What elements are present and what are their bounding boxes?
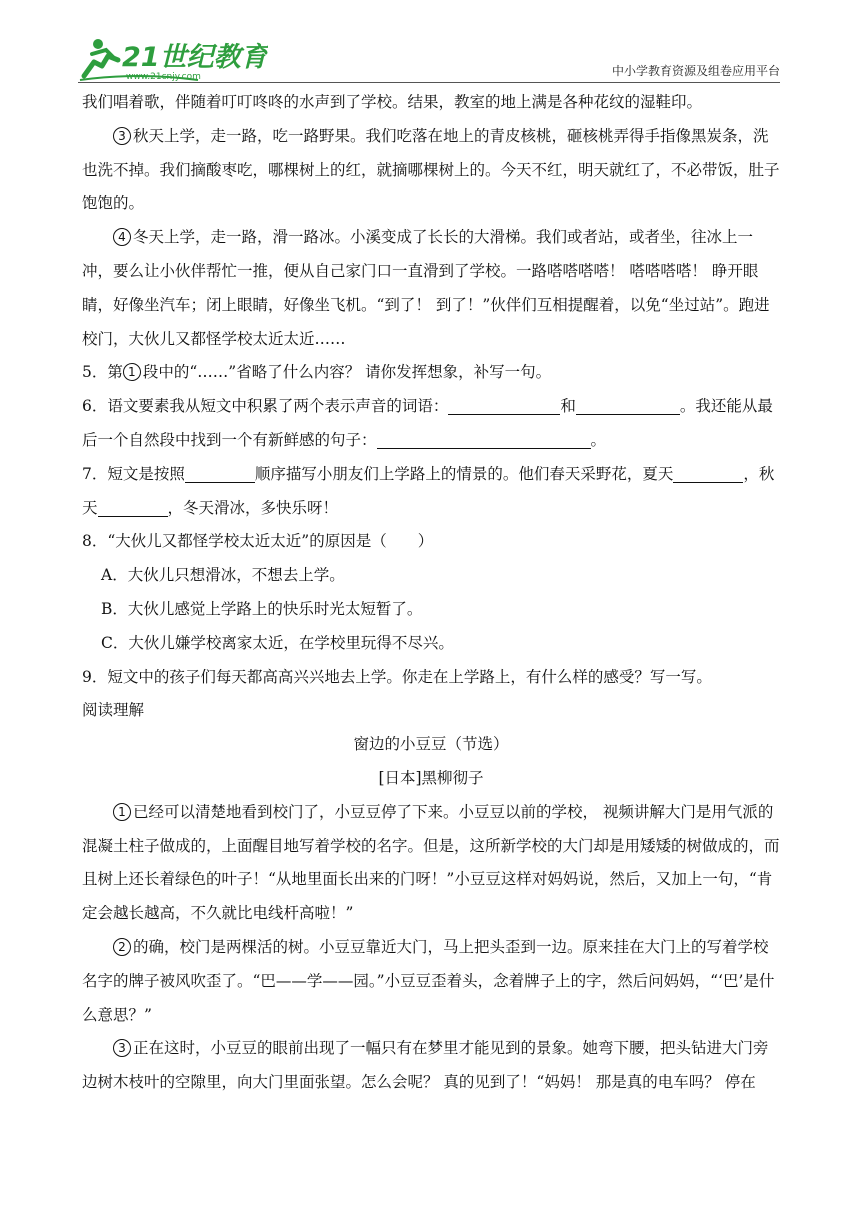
- answer-blank[interactable]: [448, 394, 560, 415]
- section-label: 阅读理解: [82, 701, 145, 720]
- question-7: [82, 458, 780, 526]
- header-divider: [78, 82, 780, 83]
- passage2-paragraph-3: [82, 1032, 780, 1100]
- logo-url: www.21cnjy.com: [126, 72, 201, 82]
- document-body: [82, 86, 780, 1100]
- passage2-paragraph-2: [82, 931, 780, 1032]
- site-logo: [78, 36, 268, 82]
- answer-blank[interactable]: [98, 496, 168, 517]
- page-header: [78, 28, 780, 84]
- paragraph-number: 1: [123, 363, 141, 381]
- passage2-paragraph-1: [82, 796, 780, 931]
- paragraph-number: 4: [113, 228, 131, 246]
- answer-blank[interactable]: [576, 394, 680, 415]
- passage-line-top: 我们唱着歌，伴随着叮叮咚咚的水声到了学校。结果，教室的地上满是各种花纹的湿鞋印。: [82, 93, 703, 111]
- passage-author: [日本]黑柳彻子: [378, 768, 484, 787]
- paragraph-text: 秋天上学，走一路，吃一路野果。我们吃落在地上的青皮核桃，砸核桃弄得手指像黑炭条，洗也洗不掉。我们摘酸枣吃，哪棵树上的红，就摘哪棵树上的。今天不红，明天就红了，不必带饭，肚子饱饱的。: [82, 126, 780, 213]
- question-text: 6．语文要素我从短文中积累了两个表示声音的词语：: [82, 397, 449, 416]
- question-text: 7．短文是按照: [82, 464, 185, 483]
- question-text: ，冬天滑冰，多快乐呀！: [167, 498, 339, 517]
- question-text: ，秋天: [82, 464, 775, 517]
- paragraph-number: 2: [113, 938, 131, 956]
- option-c[interactable]: C．大伙儿嫌学校离家太近，在学校里玩得不尽兴。: [101, 633, 454, 652]
- question-text: 和: [560, 397, 576, 416]
- paragraph-text: 的确，校门是两棵活的树。小豆豆靠近大门，马上把头歪到一边。原来挂在大门上的写着学校名字的牌子被风吹歪了。“巴——学——园。”小豆豆歪着头，念着牌子上的字，然后问妈妈，“‘巴’是什么意思？”: [82, 937, 775, 1024]
- answer-blank[interactable]: [673, 462, 743, 483]
- question-text: 。: [590, 430, 607, 449]
- paragraph-number: 1: [113, 803, 131, 821]
- question-6: [82, 390, 780, 458]
- paragraph-number: 3: [113, 127, 131, 145]
- question-9: 9．短文中的孩子们每天都高高兴兴地去上学。你走在上学路上，有什么样的感受？写一写。: [82, 667, 712, 686]
- question-text: 段中的“……”省略了什么内容？ 请你发挥想象，补写一句。: [142, 363, 552, 382]
- question-5: [82, 356, 780, 390]
- paragraph-number: 3: [113, 1039, 131, 1057]
- question-text: 。我还能从最后一个自然段中找到一个有新鲜感的句子：: [82, 397, 773, 449]
- answer-blank[interactable]: [377, 428, 591, 449]
- option-a[interactable]: A．大伙儿只想滑冰，不想去上学。: [101, 566, 345, 585]
- platform-name: 中小学教育资源及组卷应用平台: [611, 64, 780, 78]
- answer-blank[interactable]: [185, 462, 255, 483]
- passage-paragraph-4: [82, 221, 780, 356]
- passage-paragraph-3: [82, 120, 780, 221]
- passage-title: 窗边的小豆豆（节选）: [353, 735, 509, 754]
- option-b[interactable]: B．大伙儿感觉上学路上的快乐时光太短暂了。: [101, 599, 423, 618]
- paragraph-text: 冬天上学，走一路，滑一路冰。小溪变成了长长的大滑梯。我们或者站，或者坐，往冰上一冲，要么让小伙伴帮忙一推，便从自己家门口一直滑到了学校。一路嗒嗒嗒嗒！ 嗒嗒嗒嗒！ 睁开眼睛，好像坐汽车；闭上眼睛，好像坐飞机。“到了！ 到了！”伙伴们互相提醒着，以免“坐过站”。跑进校门，大伙儿又都怪学校太近太近……: [82, 228, 770, 348]
- paragraph-text: 已经可以清楚地看到校门了，小豆豆停了下来。小豆豆以前的学校， 视频讲解大门是用气派的混凝土柱子做成的，上面醒目地写着学校的名字。但是，这所新学校的大门却是用矮矮的树做成的，而且树上还长着绿色的叶子！“从地里面长出来的门呀！”小豆豆这样对妈妈说，然后，又加上一句，“肯定会越长越高，不久就比电线杆高啦！”: [82, 802, 780, 923]
- question-text: 5．第: [82, 363, 123, 382]
- logo-text: 21世纪教育: [122, 42, 268, 73]
- paragraph-text: 正在这时，小豆豆的眼前出现了一幅只有在梦里才能见到的景象。她弯下腰，把头钻进大门旁边树木枝叶的空隙里，向大门里面张望。怎么会呢？ 真的见到了！“妈妈！ 那是真的电车吗？ 停在: [82, 1039, 769, 1092]
- question-8: 8．“大伙儿又都怪学校太近太近”的原因是（ ）: [82, 532, 434, 551]
- question-text: 顺序描写小朋友们上学路上的情景的。他们春天采野花，夏天: [254, 464, 674, 483]
